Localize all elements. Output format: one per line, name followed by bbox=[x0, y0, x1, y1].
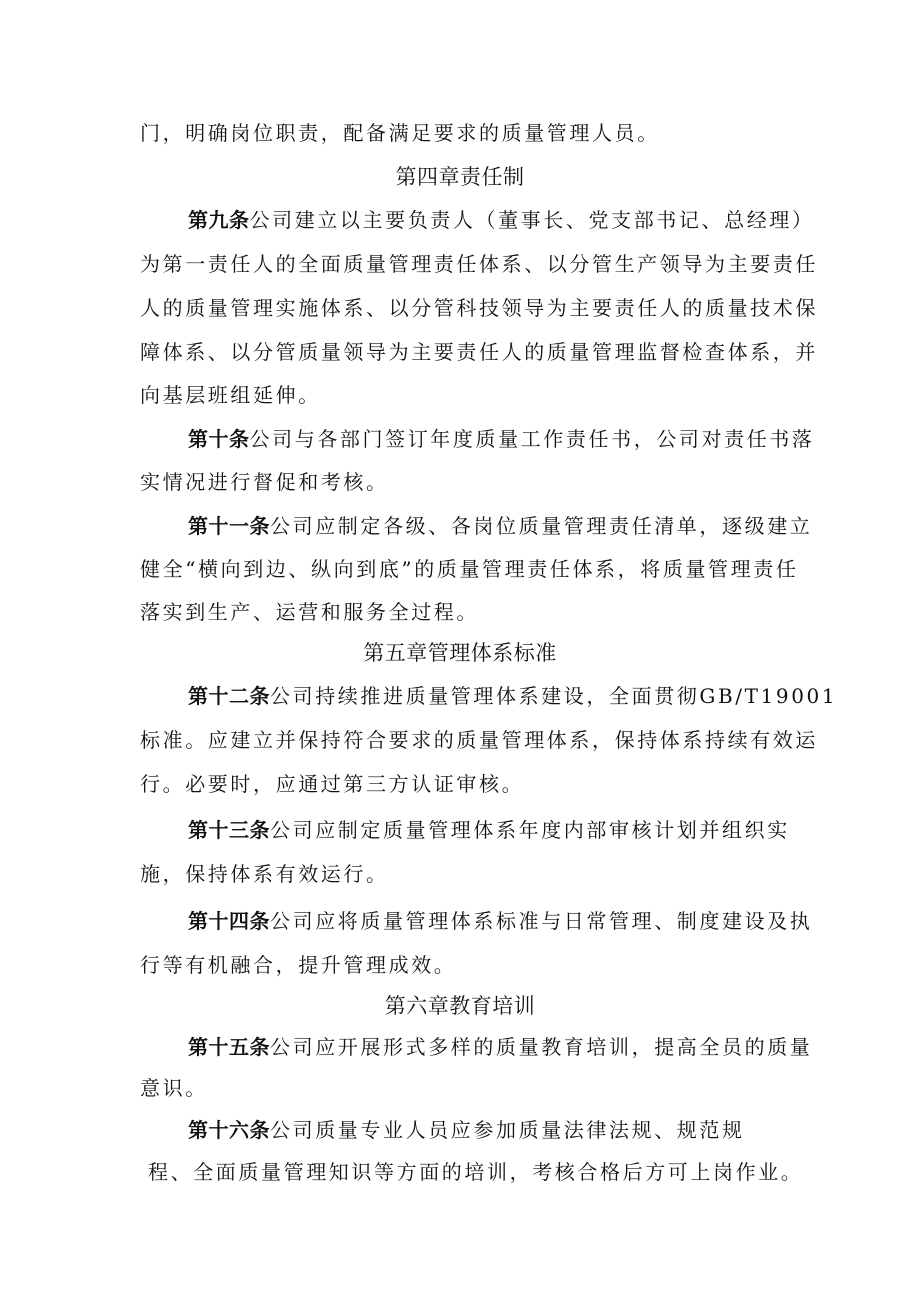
paragraph-line: 人的质量管理实施体系、以分管科技领导为主要责任人的质量技术保 bbox=[140, 296, 818, 320]
article-text: 公司应将质量管理体系标准与日常管理、制度建设及执 bbox=[270, 909, 813, 933]
paragraph-line: 障体系、以分管质量领导为主要责任人的质量管理监督检查体系，并 bbox=[140, 340, 818, 364]
paragraph-line: 向基层班组延伸。 bbox=[140, 383, 321, 407]
chapter-heading-5: 第五章管理体系标准 bbox=[363, 641, 557, 665]
article-label: 第十五条 bbox=[188, 1035, 270, 1059]
article-text: 公司持续推进质量管理体系建设，全面贯彻GB/T19001 bbox=[270, 684, 838, 708]
article-text: 公司应开展形式多样的质量教育培训，提高全员的质量 bbox=[270, 1035, 813, 1059]
article-text: 公司建立以主要负责人（董事长、党支部书记、总经理） bbox=[249, 208, 815, 232]
paragraph-line: 施，保持体系有效运行。 bbox=[140, 862, 389, 886]
article-9-line bbox=[188, 208, 815, 232]
article-text: 公司应制定质量管理体系年度内部审核计划并组织实 bbox=[270, 818, 790, 842]
article-10-line bbox=[188, 427, 815, 451]
article-label: 第十六条 bbox=[188, 1118, 270, 1142]
article-text: 公司与各部门签订年度质量工作责任书，公司对责任书落 bbox=[249, 427, 815, 451]
article-label: 第十一条 bbox=[188, 514, 270, 538]
article-text: 公司质量专业人员应参加质量法律法规、规范规 bbox=[270, 1118, 745, 1142]
article-label: 第十条 bbox=[188, 427, 250, 451]
paragraph-line: 门，明确岗位职责，配备满足要求的质量管理人员。 bbox=[140, 121, 660, 145]
paragraph-line: 落实到生产、运营和服务全过程。 bbox=[140, 600, 479, 624]
chapter-heading-4: 第四章责任制 bbox=[395, 165, 525, 189]
article-11-line bbox=[188, 514, 812, 538]
paragraph-line: 意识。 bbox=[140, 1076, 208, 1100]
paragraph-line: 行。必要时，应通过第三方认证审核。 bbox=[140, 772, 525, 796]
paragraph-line: 程、全面质量管理知识等方面的培训，考核合格后方可上岗作业。 bbox=[148, 1160, 804, 1184]
article-16-line bbox=[188, 1118, 745, 1142]
article-14-line bbox=[188, 909, 812, 933]
chapter-heading-6: 第六章教育培训 bbox=[384, 994, 536, 1018]
article-13-line bbox=[188, 818, 790, 842]
article-text: 公司应制定各级、各岗位质量管理责任清单，逐级建立 bbox=[270, 514, 813, 538]
paragraph-line: 行等有机融合，提升管理成效。 bbox=[140, 953, 457, 977]
paragraph-line: 标准。应建立并保持符合要求的质量管理体系，保持体系持续有效运 bbox=[140, 728, 818, 752]
article-label: 第十二条 bbox=[188, 684, 270, 708]
article-label: 第十三条 bbox=[188, 818, 270, 842]
paragraph-line: 实情况进行督促和考核。 bbox=[140, 470, 389, 494]
paragraph-line: 健全“横向到边、纵向到底”的质量管理责任体系，将质量管理责任 bbox=[140, 557, 799, 581]
article-label: 第十四条 bbox=[188, 909, 270, 933]
article-15-line bbox=[188, 1035, 812, 1059]
paragraph-line: 为第一责任人的全面质量管理责任体系、以分管生产领导为主要责任 bbox=[140, 252, 818, 276]
article-label: 第九条 bbox=[188, 208, 250, 232]
article-12-line bbox=[188, 684, 837, 708]
